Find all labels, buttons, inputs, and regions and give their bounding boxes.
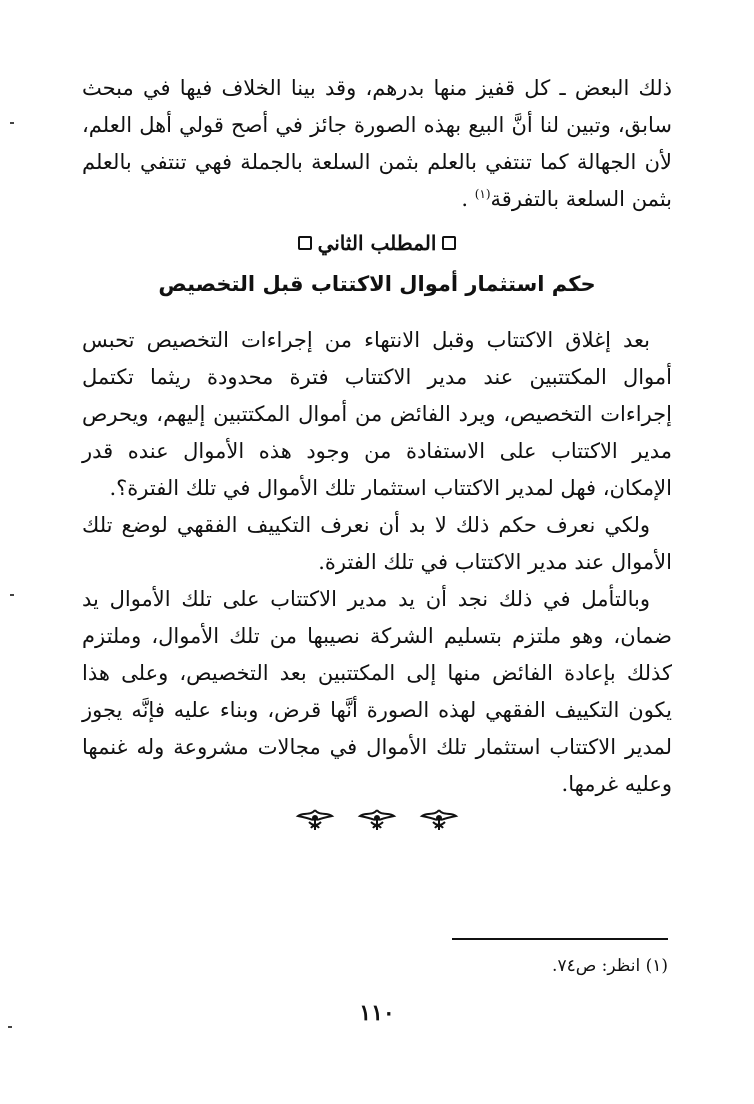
footnote-separator <box>452 938 668 940</box>
intro-end-punct: . <box>461 187 469 211</box>
footnote <box>552 952 668 980</box>
footnote-text: انظر: ص٧٤. <box>552 956 641 976</box>
scan-mark <box>10 122 14 124</box>
section-title: حكم استثمار أموال الاكتتاب قبل التخصيص <box>158 272 596 296</box>
fleuron-icon <box>295 806 335 832</box>
intro-text: ذلك البعض ـ كل قفيز منها بدرهم، وقد بينا الخلاف فيها في مبحث سابق، وتبين لنا أنَّ البيع بهذه الصورة جائز في أصح قولي أهل العلم، لأن الجهالة كما تنتفي بالعلم بثمن السلعة بالجملة فهي تنتفي بالعلم بثمن السلعة بالتفرقة <box>82 76 672 211</box>
body-paragraph: وبالتأمل في ذلك نجد أن يد مدير الاكتتاب على تلك الأموال يد ضمان، وهو ملتزم بتسليم الشركة نصيبها من تلك الأموال، وملتزم كذلك بإعادة الفائض منها إلى المكتتبين بعد التخصيص، وعلى هذا يكون التكييف الفقهي لهذه الصورة أنَّها قرض، وبناء عليه فإنَّه يجوز لمدير الاكتتاب استثمار تلك الأموال في مجالات مشروعة وله غنمها وعليه غرمها. <box>82 587 672 796</box>
body-paragraph: ولكي نعرف حكم ذلك لا بد أن نعرف التكييف الفقهي لوضع تلك الأموال عند مدير الاكتتاب في تلك الفترة. <box>82 513 672 574</box>
footnote-reference[interactable]: (١) <box>474 187 491 201</box>
footnote-number: (١) <box>645 956 668 976</box>
intro-paragraph <box>82 70 672 218</box>
page-number: ١١٠ <box>359 1000 395 1026</box>
square-bullet-icon <box>298 236 312 250</box>
section-label-text: المطلب الثاني <box>317 231 437 255</box>
fleuron-icon <box>419 806 459 832</box>
scan-mark <box>8 1026 12 1028</box>
section-divider-ornaments <box>0 806 754 836</box>
scan-mark <box>10 594 14 596</box>
fleuron-icon <box>357 806 397 832</box>
body-paragraph: بعد إغلاق الاكتتاب وقبل الانتهاء من إجراءات التخصيص تحبس أموال المكتتبين عند مدير الاكتتاب فترة محدودة ريثما تكتمل إجراءات التخصيص، ويرد الفائض من أموال المكتتبين إليهم، ويحرص مدير الاكتتاب على الاستفادة من وجود هذه الأموال عنده قدر الإمكان، فهل لمدير الاكتتاب استثمار تلك الأموال في تلك الفترة؟. <box>82 328 672 500</box>
section-label <box>0 228 754 258</box>
square-bullet-icon <box>442 236 456 250</box>
section-body <box>82 322 672 803</box>
